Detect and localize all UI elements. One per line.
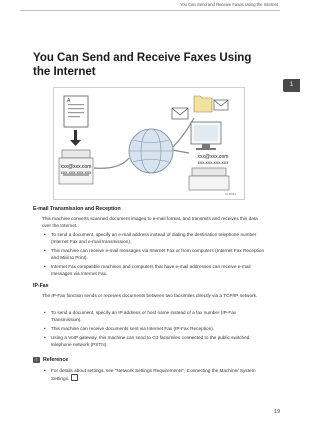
- list-item: • To send a document, specify an e-mail address instead of dialing the destination telephone number (Internet Fax and e-mail transmission).: [42, 231, 267, 245]
- list-item: • To send a document, specify an IP address or host name instead of a fax number (IP-Fax Transmission).: [42, 309, 267, 323]
- list-item: • Using a VoIP gateway, this machine can send to G3 facsimiles connected to the public switched telephone network (PSTN).: [42, 334, 267, 348]
- pc-email-label: xxx@xxx.com: [197, 154, 229, 160]
- folder-icon: [194, 96, 212, 112]
- header-rule: [20, 10, 280, 11]
- pc-ip-label: xxx.xxx.xxx.xxx: [197, 160, 229, 165]
- mfp-ip-label: xxx.xxx.xxx.xxx: [60, 170, 92, 175]
- list-item: [42, 367, 267, 382]
- document-icon: [64, 96, 88, 127]
- email-envelope-icon: [214, 100, 228, 110]
- section-heading-email: E-mail Transmission and Reception: [33, 206, 121, 212]
- email-envelope-icon: [172, 108, 188, 119]
- page-number: 19: [274, 409, 280, 415]
- computer-icon: [191, 122, 221, 150]
- internet-globe-icon: [129, 129, 173, 173]
- bullet-list-reference: [42, 367, 267, 384]
- reference-text: For details about settings, see "Network Settings Requirements", Connecting the Machine/ System Settings.: [51, 368, 256, 381]
- reference-heading: [33, 356, 68, 364]
- link-line: [94, 158, 129, 168]
- internet-fax-diagram: [53, 87, 245, 200]
- list-item: • This machine can receive documents sent via Internet Fax (IP-Fax Reception).: [42, 325, 267, 332]
- chapter-tab[interactable]: 1: [283, 79, 300, 92]
- arrow-down-icon: [70, 130, 81, 146]
- diagram-illustration: [54, 88, 244, 199]
- bullet-list-ipfax: [42, 309, 267, 350]
- link-line: [172, 150, 189, 153]
- page-title: You Can Send and Receive Faxes Using the Internet: [33, 52, 252, 78]
- figure-code: CLB054: [225, 192, 236, 196]
- mfp-email-label: xxx@xxx.com: [60, 164, 92, 170]
- paragraph-email-intro: This machine converts scanned document images to e-mail format, and transmits and receives this data over the Internet.: [42, 216, 258, 228]
- running-head: You Can Send and Receive Faxes Using the Internet: [179, 2, 278, 7]
- bullet-list-email: [42, 231, 267, 279]
- reference-label: Reference: [43, 357, 69, 363]
- section-heading-ipfax: IP-Fax: [33, 283, 49, 289]
- fax-machine-icon: [189, 168, 229, 190]
- reference-icon: ≡: [33, 357, 40, 363]
- document-letter: A: [67, 98, 71, 104]
- list-item: • Internet Fax compatible machines and computers that have e-mail addresses can receive e-mail messages via Internet Fax.: [42, 263, 267, 277]
- list-item: • This machine can receive e-mail messages via Internet Fax or from computers (Internet Fax Reception and Mail to Print).: [42, 247, 267, 261]
- link-icon[interactable]: [71, 374, 78, 381]
- paragraph-ipfax-intro: The IP-Fax function sends or receives documents between two facsimiles directly via a TCP/IP network.: [42, 293, 258, 298]
